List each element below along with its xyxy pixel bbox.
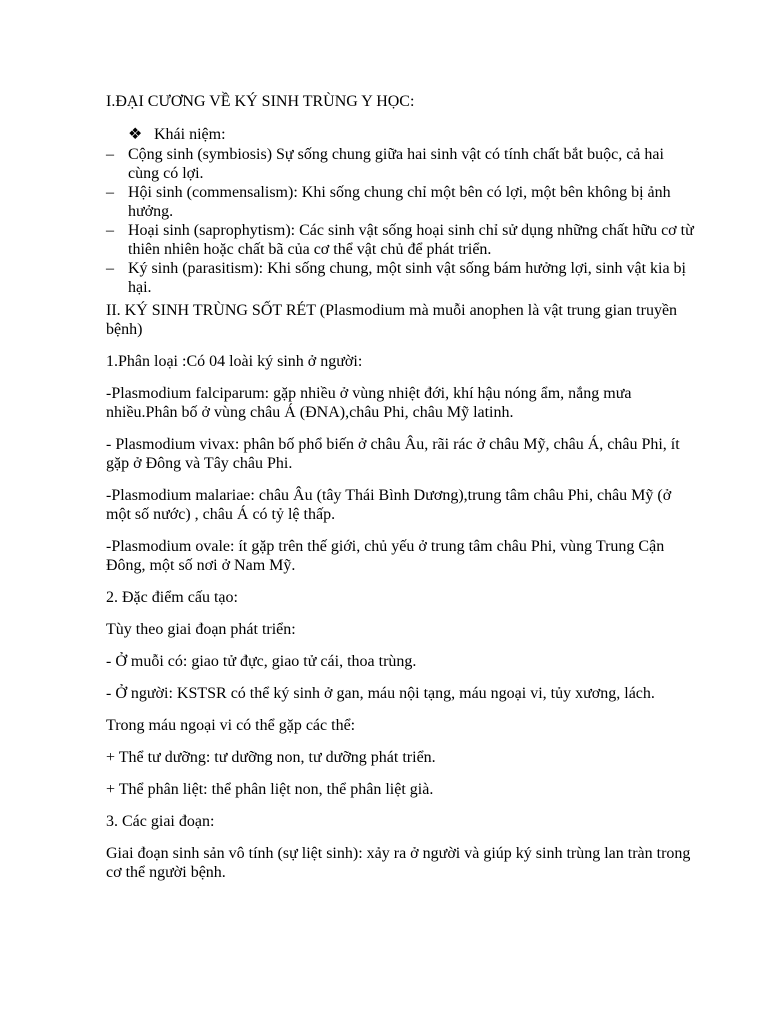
list-item xyxy=(106,221,696,259)
document-page xyxy=(106,92,696,882)
concept-label: Khái niệm: xyxy=(154,126,226,143)
list-item xyxy=(106,259,696,297)
diamond-bullet-icon: ❖ xyxy=(128,126,143,143)
paragraph-human: - Ở người: KSTSR có thể ký sinh ở gan, máu nội tạng, máu ngoại vi, tủy xương, lách. xyxy=(106,685,655,702)
paragraph-mosquito: - Ở muỗi có: giao tử đực, giao tử cái, thoa trùng. xyxy=(106,653,417,670)
paragraph-asexual-stage: Giai đoạn sinh sản vô tính (sự liệt sinh): xảy ra ở người và giúp ký sinh trùng lan tràn trong cơ thể người bệnh. xyxy=(106,845,691,881)
dash-bullet: – xyxy=(106,146,114,163)
paragraph-ovale: -Plasmodium ovale: ít gặp trên thế giới, chủ yếu ở trung tâm châu Phi, vùng Trung Cận Đông, một số nơi ở Nam Mỹ. xyxy=(106,538,665,574)
list-item xyxy=(106,145,696,183)
paragraph-peripheral-blood: Trong máu ngoại vi có thể gặp các thể: xyxy=(106,717,356,734)
dash-bullet: – xyxy=(106,260,114,277)
list-item-text: Hội sinh (commensalism): Khi sống chung chỉ một bên có lợi, một bên không bị ảnh hưởng. xyxy=(128,184,671,220)
concept-heading xyxy=(106,125,696,144)
paragraph-stage-intro: Tùy theo giai đoạn phát triển: xyxy=(106,621,296,638)
dash-bullet: – xyxy=(106,184,114,201)
list-item xyxy=(106,183,696,221)
structure-heading: 2. Đặc điểm cấu tạo: xyxy=(106,589,238,606)
section-title: I.ĐẠI CƯƠNG VỀ KÝ SINH TRÙNG Y HỌC: xyxy=(106,93,415,110)
section-heading-malaria: II. KÝ SINH TRÙNG SỐT RÉT (Plasmodium mà muỗi anophen là vật trung gian truyền bệnh) xyxy=(106,302,678,338)
stages-heading: 3. Các giai đoạn: xyxy=(106,813,215,830)
paragraph-falciparum: -Plasmodium falciparum: gặp nhiều ở vùng nhiệt đới, khí hậu nóng ẩm, nắng mưa nhiều.Phân bố ở vùng châu Á (ĐNA),châu Phi, châu Mỹ latinh. xyxy=(106,385,632,421)
paragraph-vivax: - Plasmodium vivax: phân bố phổ biến ở châu Âu, rãi rác ở châu Mỹ, châu Á, châu Phi, ít gặp ở Đông và Tây châu Phi. xyxy=(106,436,680,472)
paragraph-malariae: -Plasmodium malariae: châu Âu (tây Thái Bình Dương),trung tâm châu Phi, châu Mỹ (ở một số nước) , châu Á có tỷ lệ thấp. xyxy=(106,487,672,523)
definition-list xyxy=(106,145,696,297)
list-item-text: Cộng sinh (symbiosis) Sự sống chung giữa hai sinh vật có tính chất bắt buộc, cả hai cùng có lợi. xyxy=(128,146,664,182)
classification-heading: 1.Phân loại :Có 04 loài ký sinh ở người: xyxy=(106,353,363,370)
paragraph-trophozoite: + Thể tư dưỡng: tư dưỡng non, tư dưỡng phát triển. xyxy=(106,749,436,766)
list-item-text: Hoại sinh (saprophytism): Các sinh vật sống hoại sinh chỉ sử dụng những chất hữu cơ từ thiên nhiên hoặc chất bã của cơ thể vật chủ để phát triển. xyxy=(128,222,694,258)
dash-bullet: – xyxy=(106,222,114,239)
paragraph-schizont: + Thể phân liệt: thể phân liệt non, thể phân liệt già. xyxy=(106,781,434,798)
list-item-text: Ký sinh (parasitism): Khi sống chung, một sinh vật sống bám hưởng lợi, sinh vật kia bị hại. xyxy=(128,260,686,296)
